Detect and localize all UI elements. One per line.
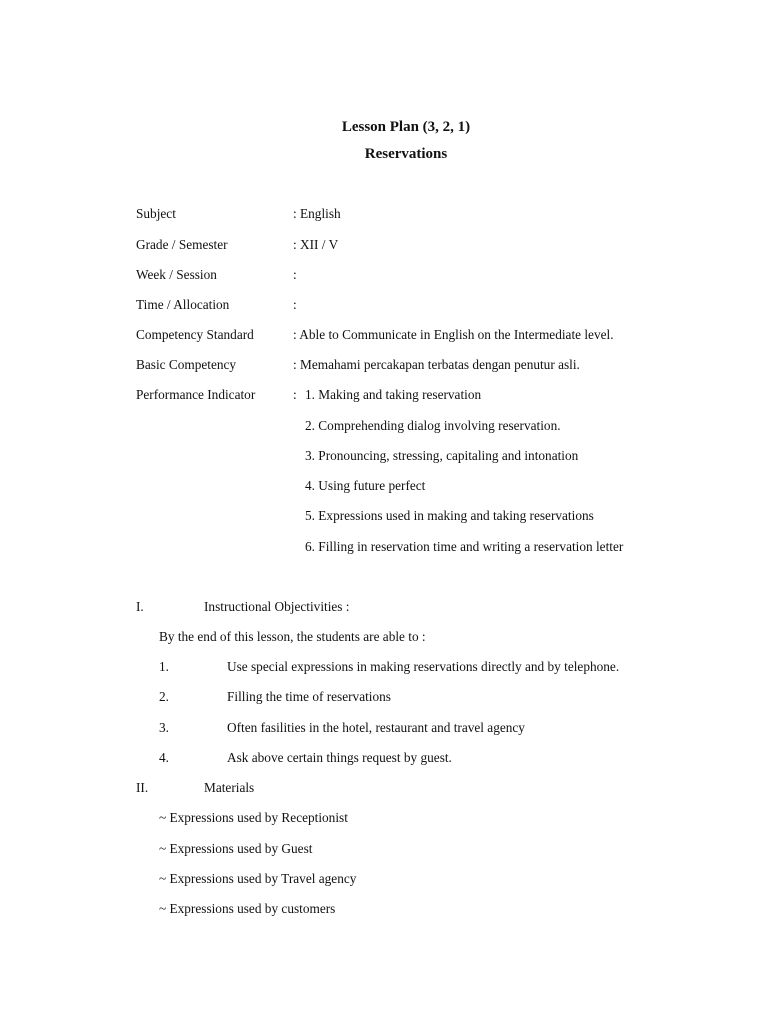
objective-text: Use special expressions in making reservations directly and by telephone. <box>227 659 620 674</box>
info-value-time: : <box>293 297 297 312</box>
indicator-item: 6. Filling in reservation time and writing a reservation letter <box>305 539 624 554</box>
objective-number: 2. <box>159 689 169 704</box>
info-value-subject: : English <box>293 206 341 221</box>
material-item: ~ Expressions used by customers <box>159 901 336 916</box>
info-value-competency-standard: : Able to Communicate in English on the Intermediate level. <box>293 327 614 342</box>
section-intro: By the end of this lesson, the students are able to : <box>159 629 426 644</box>
indicator-item: 4. Using future perfect <box>305 478 426 493</box>
info-value-basic-competency: : Memahami percakapan terbatas dengan penutur asli. <box>293 357 580 372</box>
info-label-competency-standard: Competency Standard <box>136 327 254 342</box>
section-heading: Materials <box>204 780 255 795</box>
info-label-performance-indicator: Performance Indicator <box>136 387 256 402</box>
material-item: ~ Expressions used by Travel agency <box>159 871 357 886</box>
material-item: ~ Expressions used by Guest <box>159 841 313 856</box>
info-label-week: Week / Session <box>136 267 217 282</box>
objective-text: Often fasilities in the hotel, restaurant and travel agency <box>227 720 525 735</box>
indicator-item: 1. Making and taking reservation <box>305 387 482 402</box>
info-value-week: : <box>293 267 297 282</box>
objective-text: Filling the time of reservations <box>227 689 391 704</box>
objective-number: 1. <box>159 659 169 674</box>
info-label-basic-competency: Basic Competency <box>136 357 237 372</box>
info-label-grade: Grade / Semester <box>136 237 228 252</box>
indicator-item: 2. Comprehending dialog involving reservation. <box>305 418 561 433</box>
info-label-time: Time / Allocation <box>136 297 230 312</box>
objective-number: 3. <box>159 720 169 735</box>
objective-number: 4. <box>159 750 169 765</box>
section-numeral: I. <box>136 599 144 614</box>
document-subtitle: Reservations <box>364 146 448 162</box>
section-numeral: II. <box>136 780 149 795</box>
objective-text: Ask above certain things request by guest. <box>227 750 452 765</box>
info-value-performance-indicator: : <box>293 387 297 402</box>
material-item: ~ Expressions used by Receptionist <box>159 810 348 825</box>
indicator-item: 3. Pronouncing, stressing, capitaling and intonation <box>305 448 579 463</box>
section-heading: Instructional Objectivities : <box>204 599 350 614</box>
info-value-grade: : XII / V <box>293 237 339 252</box>
info-label-subject: Subject <box>136 206 176 221</box>
indicator-item: 5. Expressions used in making and taking reservations <box>305 508 594 523</box>
document-title: Lesson Plan (3, 2, 1) <box>341 119 471 135</box>
